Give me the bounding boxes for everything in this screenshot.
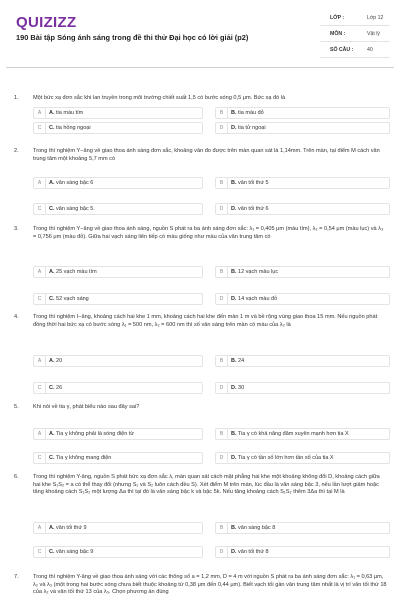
option-letter-badge: D: [216, 547, 228, 557]
option-text: D. 30: [231, 385, 245, 391]
option-letter-badge: D: [216, 204, 228, 214]
option-text: B. tia màu đỏ: [231, 110, 264, 116]
option-letter-badge: A: [34, 356, 46, 366]
option-text: C. Tia γ không mang điện: [49, 455, 112, 461]
option-text: D. vân tối thứ 6: [231, 206, 269, 212]
answer-option-c[interactable]: [33, 293, 203, 305]
option-letter-badge: A: [34, 523, 46, 533]
option-letter-badge: B: [216, 429, 228, 439]
question-text: Trong thí nghiệm Y−âng về giao thoa ánh sáng đơn sắc, khoảng vân đo được trên màn quan sát là 1,14mm. Trên màn, tại điểm M cách vân trung tâm một khoảng 5,7 mm có: [33, 148, 380, 162]
question-text: Khi nói về tia γ, phát biểu nào sau đây sai?: [33, 404, 140, 410]
option-letter-badge: A: [34, 178, 46, 188]
meta-table: [320, 10, 390, 58]
question-text: Trong thí nghiệm Y-âng về giao thoa ánh sáng với các thông số a = 1,2 mm, D = 4 m với nguồn S phát ra ba ánh sáng đơn sắc: λ₁ = 0,63 μm, λ₂ và λ₃ (một trong hai bước sóng chưa biết thuộc khoảng từ 0,38 μm đến 0,44 μm). Biết vạch tối gần vân trung tâm nhất là vị trí vân tối thứ 18 của λ₂ và vân tối thứ 13 của λ₃. Chọn phương án đúng: [33, 574, 387, 596]
meta-row-class: [320, 10, 390, 26]
meta-label: LỚP :: [330, 15, 345, 21]
answer-option-a[interactable]: [33, 177, 203, 189]
option-text: A. vân sáng bậc 6: [49, 180, 94, 186]
option-text: B. 24: [231, 358, 245, 364]
option-text: A. 20: [49, 358, 63, 364]
answer-option-c[interactable]: [33, 382, 203, 394]
option-letter-badge: C: [34, 383, 46, 393]
answer-option-d[interactable]: [215, 293, 390, 305]
meta-value: 40: [367, 47, 373, 53]
answer-option-b[interactable]: [215, 428, 390, 440]
option-text: D. Tia γ có tần số lớn hơn tần số của tia X: [231, 455, 334, 461]
answer-option-d[interactable]: [215, 546, 390, 558]
option-text: C. 52 vạch sáng: [49, 296, 89, 302]
option-text: C. vân sáng bậc 5.: [49, 206, 95, 212]
answer-option-d[interactable]: [215, 122, 390, 134]
option-letter-badge: C: [34, 204, 46, 214]
answer-option-d[interactable]: [215, 203, 390, 215]
meta-label: SỐ CÂU :: [330, 47, 354, 53]
question-number: 2.: [14, 148, 19, 154]
option-text: A. tia màu tím: [49, 110, 84, 116]
answer-option-d[interactable]: [215, 452, 390, 464]
question-number: 5.: [14, 404, 19, 410]
option-letter-badge: C: [34, 453, 46, 463]
meta-row-count: [320, 42, 390, 58]
header-divider: [6, 67, 394, 68]
meta-value: Lớp 12: [367, 15, 384, 21]
answer-option-c[interactable]: [33, 203, 203, 215]
answer-option-c[interactable]: [33, 452, 203, 464]
meta-value: Vật lý: [367, 31, 380, 37]
answer-option-b[interactable]: [215, 355, 390, 367]
option-letter-badge: B: [216, 178, 228, 188]
answer-option-b[interactable]: [215, 266, 390, 278]
option-letter-badge: C: [34, 547, 46, 557]
answer-option-b[interactable]: [215, 177, 390, 189]
option-letter-badge: B: [216, 356, 228, 366]
option-letter-badge: C: [34, 123, 46, 133]
question-number: 6.: [14, 474, 19, 480]
answer-option-b[interactable]: [215, 522, 390, 534]
worksheet-header: [0, 0, 400, 68]
option-text: B. vân sáng bậc 8: [231, 525, 276, 531]
option-text: A. vân tối thứ 9: [49, 525, 87, 531]
meta-row-subject: [320, 26, 390, 42]
option-letter-badge: D: [216, 294, 228, 304]
question-text: Một bức xạ đơn sắc khi lan truyền trong môi trường chiết suất 1,5 có bước sóng 0,5 μm. Bức xạ đó là: [33, 95, 286, 101]
option-letter-badge: D: [216, 453, 228, 463]
question-text: Trong thí nghiệm Y-âng, nguồn S phát bức xạ đơn sắc λ, màn quan sát cách mặt phẳng hai khe một khoảng không đổi D, khoảng cách giữa hai khe S₁S₂ = a có thể thay đổi (nhưng S₁ và S₂ luôn cách đều S). Xét điểm M trên màn, lúc đầu là vân sáng bậc 3, nếu lần lượt giảm hoặc tăng khoảng cách S₁S₂ một lượng Δa thì tại đó là vân sáng bậc k và bậc 5k. Nếu tăng khoảng cách S₁S₂ thêm 3Δa thì tại M là: [33, 474, 380, 496]
option-letter-badge: A: [34, 267, 46, 277]
option-letter-badge: B: [216, 108, 228, 118]
option-letter-badge: B: [216, 523, 228, 533]
option-text: C. tia hồng ngoại: [49, 125, 91, 131]
meta-label: MÔN :: [330, 31, 346, 37]
option-letter-badge: A: [34, 108, 46, 118]
question-text: Trong thí nghiệm Y−âng về giao thoa ánh sáng, nguồn S phát ra ba ánh sáng đơn sắc: λ₁ = 0,405 μm (màu tím), λ₂ = 0,54 μm (màu lục) và λ₃ = 0,756 μm (màu đỏ). Giữa hai vạch sáng liên tiếp có màu giống như màu của vân trung tâm có: [33, 226, 384, 240]
option-letter-badge: D: [216, 123, 228, 133]
option-text: C. 26: [49, 385, 63, 391]
answer-option-a[interactable]: [33, 522, 203, 534]
option-text: B. vân tối thứ 5: [231, 180, 269, 186]
answer-option-a[interactable]: [33, 428, 203, 440]
worksheet-title: 190 Bài tập Sóng ánh sáng trong đề thi thử Đại học có lời giải (p2): [16, 33, 249, 42]
option-text: C. vân sáng bậc 9: [49, 549, 94, 555]
option-letter-badge: D: [216, 383, 228, 393]
answer-option-b[interactable]: [215, 107, 390, 119]
question-text: Trong thí nghiệm I−âng, khoảng cách hai khe 1 mm, khoảng cách hai khe đến màn 1 m và bề rộng vùng giao thoa 15 mm. Nếu nguồn phát đồng thời hai bức xạ có bước sóng λ₁ = 500 nm, λ₂ = 600 nm thì số vân sáng trên màn có màu của λ₂ là: [33, 314, 378, 328]
answer-option-c[interactable]: [33, 546, 203, 558]
option-text: A. 25 vạch màu tím: [49, 269, 97, 275]
answer-option-a[interactable]: [33, 355, 203, 367]
option-text: D. vân tối thứ 8: [231, 549, 269, 555]
question-number: 7.: [14, 574, 19, 580]
option-letter-badge: A: [34, 429, 46, 439]
question-number: 4.: [14, 314, 19, 320]
answer-option-a[interactable]: [33, 266, 203, 278]
answer-option-a[interactable]: [33, 107, 203, 119]
answer-option-c[interactable]: [33, 122, 203, 134]
option-text: B. 12 vạch màu lục: [231, 269, 279, 275]
question-number: 1.: [14, 95, 19, 101]
answer-option-d[interactable]: [215, 382, 390, 394]
option-text: D. 14 vạch màu đỏ: [231, 296, 278, 302]
option-text: B. Tia γ có khả năng đâm xuyên mạnh hơn tia X: [231, 431, 349, 437]
option-letter-badge: C: [34, 294, 46, 304]
question-number: 3.: [14, 226, 19, 232]
quizizz-logo: QUIZIZZ: [16, 14, 77, 31]
option-letter-badge: B: [216, 267, 228, 277]
option-text: D. tia tử ngoại: [231, 125, 266, 131]
option-text: A. Tia γ không phải là sóng điện từ: [49, 431, 135, 437]
